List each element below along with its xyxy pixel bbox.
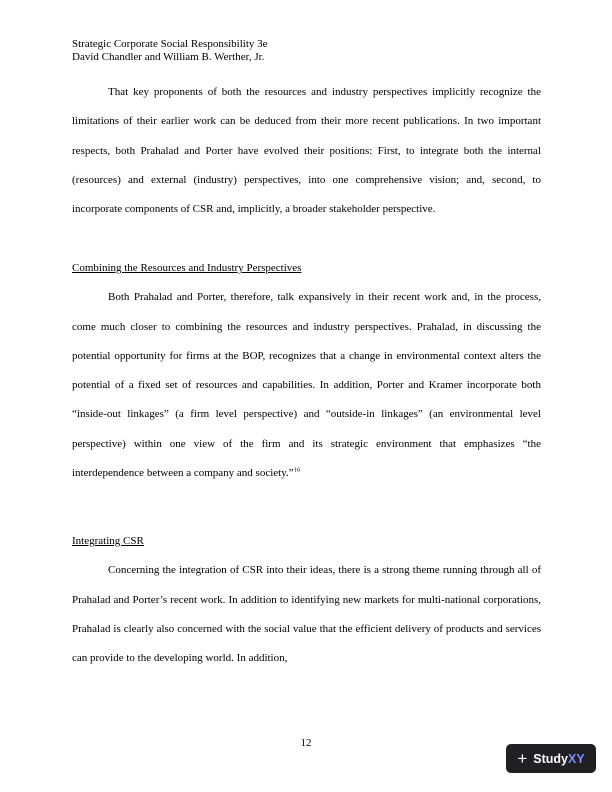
section-integrating [72, 527, 541, 673]
section-paragraph-integrating: Concerning the integration of CSR into their ideas, there is a strong theme running through all of Prahalad and Porter’s recent work. In addition to identifying new markets for multi-national corporations, Prahalad is clearly also concerned with the social value that the efficient delivery of products and services can provide to the developing world. In addition, [72, 564, 541, 665]
section-paragraph-combining [72, 283, 541, 488]
section-combining [72, 254, 541, 488]
header-book-title: Strategic Corporate Social Responsibility 3e [72, 38, 268, 50]
header-authors: David Chandler and William B. Werther, Jr. [72, 51, 265, 63]
studyxy-badge[interactable] [506, 744, 596, 773]
badge-text-xy: XY [567, 751, 585, 766]
badge-text-study: Study [533, 751, 568, 766]
intro-paragraph: That key proponents of both the resources and industry perspectives implicitly recognize the limitations of their earlier work can be deduced from their more recent publications. In two important respects, both Prahalad and Porter have evolved their positions: First, to integrate both the internal (resources) and external (industry) perspectives, into one comprehensive vision; and, second, to incorporate components of CSR and, implicitly, a broader stakeholder perspective. [72, 86, 541, 216]
paragraph-text: Both Prahalad and Porter, therefore, talk expansively in their recent work and, in the process, come much closer to combining the resources and industry perspectives. Prahalad, in discussing the potential opportunity for firms at the BOP, recognizes that a change in environmental context alters the potential of a fixed set of resources and capabilities. In addition, Porter and Kramer incorporate both “inside-out linkages” (a firm level perspective) and “outside-in linkages” (an environmental level perspective) within one view of the firm and its strategic environment that emphasizes “the interdependence between a company and society.” [72, 291, 541, 480]
footnote-reference: 16 [293, 466, 301, 474]
section-heading-integrating: Integrating CSR [72, 535, 144, 547]
intro-block [72, 78, 541, 224]
page-number: 12 [300, 737, 312, 749]
section-heading-combining: Combining the Resources and Industry Perspectives [72, 262, 302, 274]
plus-icon: + [517, 749, 528, 768]
running-header [72, 38, 268, 64]
